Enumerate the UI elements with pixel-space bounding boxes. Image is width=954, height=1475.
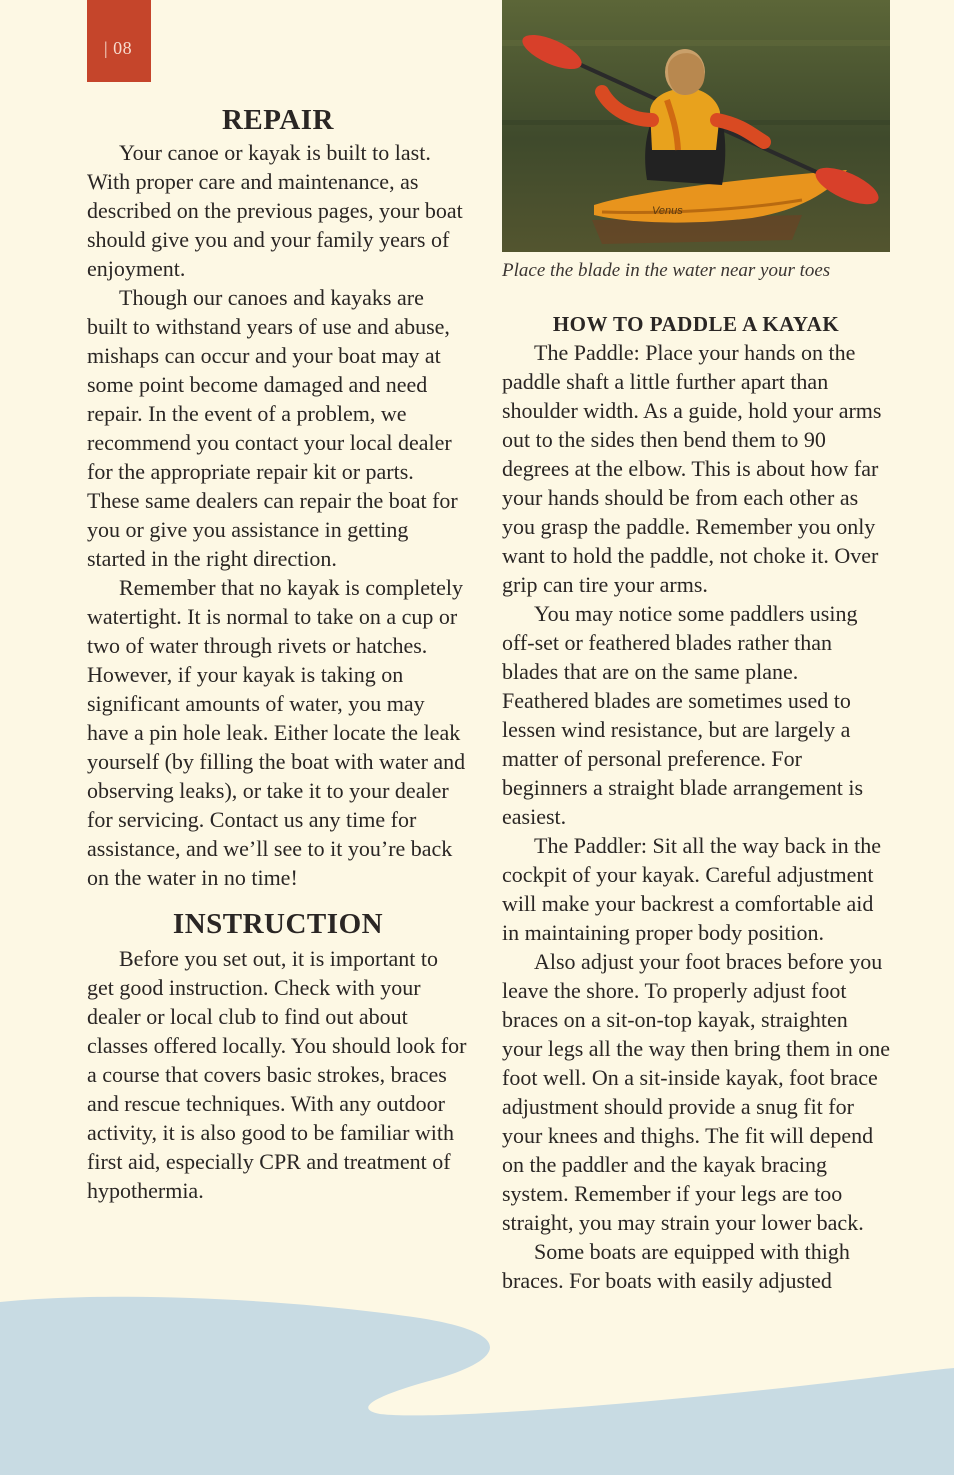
instruction-paragraph: Before you set out, it is important to get good instruction. Check with your dealer or local club to find out about classes offered locally. You should look for a course that covers basic strokes, braces and rescue techniques. With any outdoor activity, it is also good to be familiar with first aid, especially CPR and treatment of hypothermia. (87, 946, 467, 1203)
paddle-paragraph: Some boats are equipped with thigh braces. For boats with easily adjusted (502, 1239, 850, 1293)
kayak-logo: Venus (652, 205, 683, 217)
photo-caption: Place the blade in the water near your toes (502, 260, 831, 281)
instruction-heading: INSTRUCTION (172, 908, 384, 940)
repair-heading: REPAIR (221, 104, 335, 136)
left-column (87, 100, 469, 1205)
paddle-heading: HOW TO PADDLE A KAYAK (552, 312, 840, 336)
repair-paragraph: Though our canoes and kayaks are built to withstand years of use and abuse, mishaps can occur and your boat may at some point become damaged and need repair. In the event of a problem, we recommend you contact your local dealer for the appropriate repair kit or parts. These same dealers can repair the boat for you or give you assistance in getting started in the right direction. (87, 285, 458, 571)
paddle-paragraph: The Paddler: Sit all the way back in the cockpit of your kayak. Careful adjustment will make your backrest a comfortable aid in maintaining proper body position. (502, 833, 882, 945)
page-number: | 08 (104, 38, 133, 58)
water-wave-decoration (0, 1290, 954, 1475)
repair-paragraph: Remember that no kayak is completely watertight. It is normal to take on a cup or two of water through rivets or hatches. However, if your kayak is taking on significant amounts of water, you may have a pin hole leak. Either locate the leak yourself (by filling the boat with water and observing leaks), or take it to your dealer for servicing. Contact us any time for assistance, and we’ll see to it you’re back on the water in no time! (87, 575, 466, 890)
repair-paragraph: Your canoe or kayak is built to last. With proper care and maintenance, as described on the previous pages, your boat should give you and your family years of enjoyment. (87, 140, 463, 281)
paddle-paragraph: The Paddle: Place your hands on the paddle shaft a little further apart than shoulder width. As a guide, hold your arms out to the sides then bend them to 90 degrees at the elbow. This is about how far your hands should be from each other as you grasp the paddle. Remember you only want to hold the paddle, not choke it. Over grip can tire your arms. (502, 340, 882, 597)
kayaker-photo-illustration (502, 0, 890, 252)
paddle-paragraph: Also adjust your foot braces before you leave the shore. To properly adjust foot braces on a sit-on-top kayak, straighten your legs all the way then bring them in one foot well. On a sit-inside kayak, foot brace adjustment should provide a snug fit for your knees and thighs. The fit will depend on the paddler and the kayak bracing system. Remember if your legs are too straight, you may strain your lower back. (502, 949, 890, 1235)
kayaker-photo (502, 0, 890, 252)
paddle-paragraph: You may notice some paddlers using off-set or feathered blades rather than blades that are on the same plane. Feathered blades are sometimes used to lessen wind resistance, but are largely a matter of personal preference. For beginners a straight blade arrangement is easiest. (502, 601, 864, 829)
right-column (502, 0, 890, 1295)
